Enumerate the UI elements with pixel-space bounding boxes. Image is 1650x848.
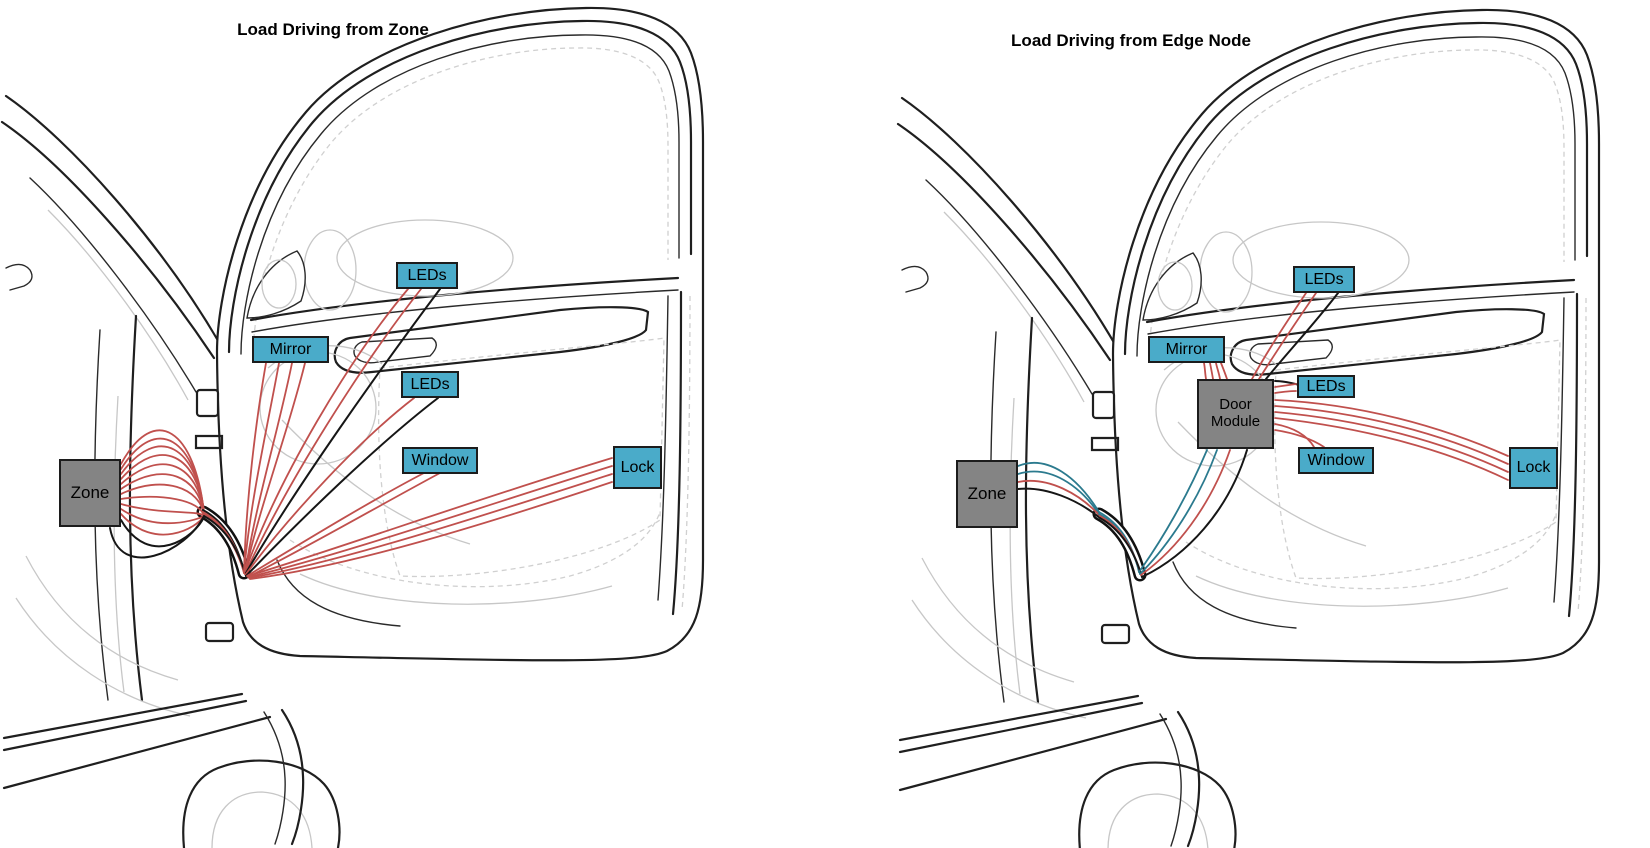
node-leds-lower-left: LEDs xyxy=(401,371,459,398)
diagram-title-left: Load Driving from Zone xyxy=(237,20,429,39)
node-leds-lower-right: LEDs xyxy=(1297,375,1355,398)
node-zone-right: Zone xyxy=(956,460,1018,528)
node-door-module: Door Module xyxy=(1197,379,1274,449)
node-window-left: Window xyxy=(402,447,478,474)
car-door-artwork-left xyxy=(2,8,703,848)
node-leds-upper-left: LEDs xyxy=(396,262,458,289)
node-mirror-right: Mirror xyxy=(1148,336,1225,363)
node-window-right: Window xyxy=(1298,447,1374,474)
node-zone-left: Zone xyxy=(59,459,121,527)
node-lock-left: Lock xyxy=(613,446,662,489)
diagram-title-right: Load Driving from Edge Node xyxy=(1011,31,1251,50)
node-leds-upper-right: LEDs xyxy=(1293,266,1355,293)
node-mirror-left: Mirror xyxy=(252,336,329,363)
node-lock-right: Lock xyxy=(1509,447,1558,489)
